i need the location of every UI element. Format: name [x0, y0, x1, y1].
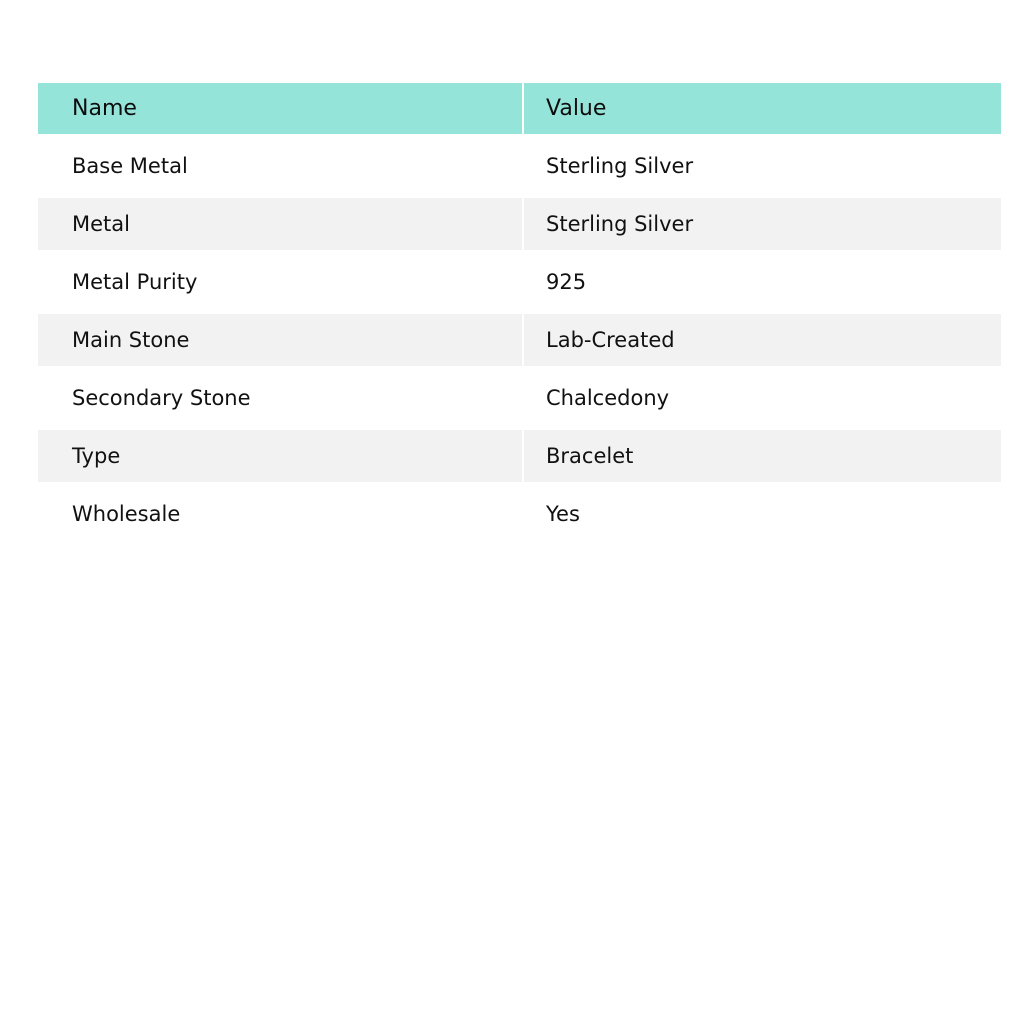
row-value-cell: Bracelet — [523, 430, 1001, 482]
row-name-cell: Type — [38, 430, 523, 482]
column-header-value: Value — [523, 83, 1001, 134]
row-name-cell: Wholesale — [38, 482, 523, 546]
row-name-cell: Secondary Stone — [38, 366, 523, 430]
row-value-cell: Sterling Silver — [523, 198, 1001, 250]
row-name-cell: Metal Purity — [38, 250, 523, 314]
table-row — [38, 198, 1001, 250]
table-row — [38, 430, 1001, 482]
table-row — [38, 482, 1001, 546]
row-value-cell: Yes — [523, 482, 1001, 546]
specification-table — [38, 83, 1001, 546]
table-row — [38, 134, 1001, 198]
row-value-cell: Chalcedony — [523, 366, 1001, 430]
row-value-cell: 925 — [523, 250, 1001, 314]
header-row — [38, 83, 1001, 134]
row-name-cell: Metal — [38, 198, 523, 250]
column-header-name: Name — [38, 83, 523, 134]
row-value-cell: Sterling Silver — [523, 134, 1001, 198]
table-row — [38, 314, 1001, 366]
table-header — [38, 83, 1001, 134]
table-body — [38, 134, 1001, 546]
row-name-cell: Base Metal — [38, 134, 523, 198]
row-name-cell: Main Stone — [38, 314, 523, 366]
row-value-cell: Lab-Created — [523, 314, 1001, 366]
table-row — [38, 250, 1001, 314]
table-row — [38, 366, 1001, 430]
